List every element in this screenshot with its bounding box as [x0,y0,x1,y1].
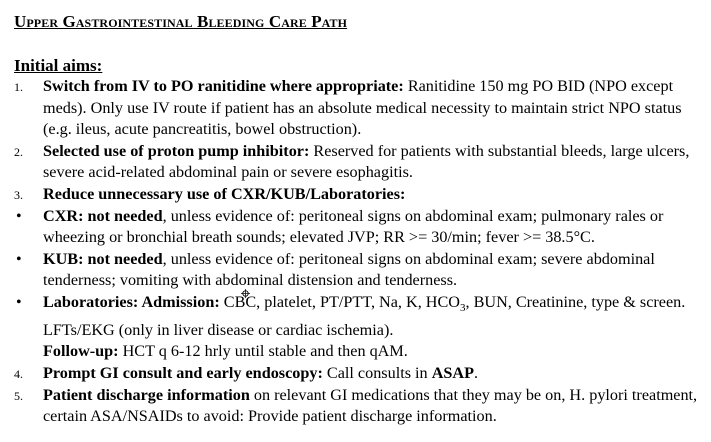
bullet-marker: • [16,207,22,225]
item-text: Call consults in [322,363,432,382]
item-text-end: . [473,363,479,382]
item-text: on relevant GI medications that they may be on, H. pylori treatment, certain ASA/NSAIDs to avoid: Provide patient discharge information. [43,385,698,426]
list-item [14,363,706,385]
item-text: Reserved for patients with substantial bleeds, large ulcers, severe acid-related abdominal pain or severe esophagitis. [43,141,690,182]
list-item [14,141,706,184]
section-heading: Initial aims: [14,56,103,75]
item-text: , unless evidence of: peritoneal signs on abdominal exam; pulmonary rales or wheezing or bronchial breath sounds; elevated JVP; RR >= 30/min; fever >= 38.5°C. [43,206,664,247]
item-heading: Selected use of proton pump inhibitor: [43,141,310,160]
list-item [14,385,706,428]
item-heading: KUB: not needed [43,249,163,268]
item-text: Ranitidine 150 mg PO BID (NPO except meds). Only use IV route if patient has an absolute medical necessity to maintain strict NPO status (e.g. ileus, acute pancreatitis, bowel obstruction). [43,77,682,139]
item-heading: CXR: not needed [43,206,163,225]
list-item [14,206,706,249]
care-path-list [14,76,706,428]
list-item [14,76,706,141]
cursor-crosshair-icon [241,289,250,298]
list-item [14,249,706,292]
list-item [14,184,706,206]
item-heading: Patient discharge information [43,385,250,404]
item-number: 3. [14,187,23,202]
bullet-marker: • [16,293,22,311]
item-heading: Reduce unnecessary use of CXR/KUB/Laboratories: [43,184,406,203]
bullet-marker: • [16,250,22,268]
followup-heading: Follow-up: [43,342,119,361]
item-text-pre: CBC, platelet, PT/PTT, Na, K, HCO [219,292,460,311]
document-title: Upper Gastrointestinal Bleeding Care Path [14,12,348,31]
item-emphasis: ASAP [431,363,474,382]
item-text: , unless evidence of: peritoneal signs on abdominal exam; severe abdominal tenderness; vomiting with abdominal distension and tenderness. [43,249,655,290]
item-number: 2. [14,144,23,159]
item-number: 5. [14,388,23,403]
followup-line [43,341,706,363]
item-number: 1. [14,80,23,94]
item-heading: Laboratories: Admission: [43,292,220,311]
item-text: , BUN, Creatinine, type & screen. LFTs/EKG (only in liver disease or cardiac ischemia). [43,292,686,339]
item-heading: Switch from IV to PO ranitidine where appropriate: [43,77,404,95]
list-item [14,292,706,363]
subscript: 3 [459,302,466,315]
item-heading: Prompt GI consult and early endoscopy: [43,363,323,382]
followup-text: HCT q 6-12 hrly until stable and then qAM. [118,342,408,361]
item-number: 4. [14,366,23,381]
